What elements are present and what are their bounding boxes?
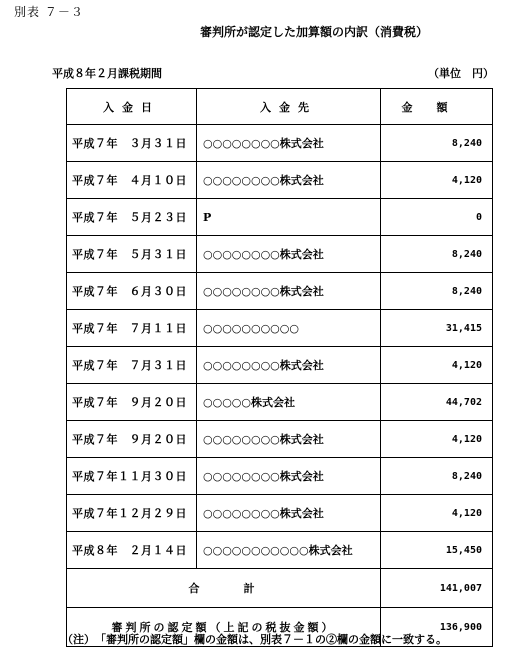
row-date: 平成７年１１月３０日	[67, 458, 197, 495]
document-title: 審判所が認定した加算額の内訳（消費税）	[200, 25, 429, 39]
row-date: 平成７年 ４月１０日	[67, 162, 197, 199]
table-row	[67, 310, 493, 347]
table-row	[67, 347, 493, 384]
table-row	[67, 236, 493, 273]
total-label-a: 合	[188, 582, 204, 595]
row-date: 平成７年 ７月３１日	[67, 347, 197, 384]
table-row	[67, 199, 493, 236]
row-amount: 4,120	[381, 495, 493, 532]
table-header-row	[67, 89, 493, 125]
row-amount: 8,240	[381, 125, 493, 162]
appendix-label: 別表 ７－３	[14, 5, 84, 19]
row-date: 平成７年１２月２９日	[67, 495, 197, 532]
row-amount: 8,240	[381, 236, 493, 273]
row-date: 平成７年 ５月３１日	[67, 236, 197, 273]
unit-label: （単位 円）	[428, 67, 494, 80]
row-payee: ○○○○○○○○株式会社	[197, 421, 381, 458]
total-label-b: 計	[243, 582, 259, 595]
table-row	[67, 532, 493, 569]
row-payee: ○○○○○○○○株式会社	[197, 495, 381, 532]
column-header-payee: 入金先	[197, 89, 381, 125]
column-header-date: 入金日	[67, 89, 197, 125]
row-date: 平成７年 ９月２０日	[67, 384, 197, 421]
row-payee: ○○○○○○○○○○	[197, 310, 381, 347]
certified-amount: 136,900	[381, 608, 493, 647]
table-row	[67, 421, 493, 458]
row-amount: 15,450	[381, 532, 493, 569]
table-row	[67, 384, 493, 421]
row-date: 平成７年 ７月１１日	[67, 310, 197, 347]
row-amount: 4,120	[381, 162, 493, 199]
table-row	[67, 495, 493, 532]
total-amount: 141,007	[381, 569, 493, 608]
row-payee: ○○○○○○○○株式会社	[197, 236, 381, 273]
row-payee: ○○○○○○○○株式会社	[197, 125, 381, 162]
row-amount: 8,240	[381, 273, 493, 310]
row-date: 平成８年 ２月１４日	[67, 532, 197, 569]
row-payee: P	[197, 199, 381, 236]
table-row	[67, 273, 493, 310]
row-date: 平成７年 ５月２３日	[67, 199, 197, 236]
row-payee: ○○○○○○○○株式会社	[197, 273, 381, 310]
column-header-amount: 金額	[381, 89, 493, 125]
row-amount: 4,120	[381, 421, 493, 458]
certified-label: 審判所の認定額（上記の税抜金額）	[67, 608, 381, 647]
row-amount: 8,240	[381, 458, 493, 495]
row-amount: 4,120	[381, 347, 493, 384]
row-date: 平成７年 ６月３０日	[67, 273, 197, 310]
row-payee: ○○○○○株式会社	[197, 384, 381, 421]
breakdown-table	[66, 88, 493, 647]
row-payee: ○○○○○○○○○○○株式会社	[197, 532, 381, 569]
row-amount: 44,702	[381, 384, 493, 421]
row-payee: ○○○○○○○○株式会社	[197, 347, 381, 384]
tax-period: 平成８年２月課税期間	[52, 67, 162, 80]
row-amount: 0	[381, 199, 493, 236]
row-date: 平成７年 ３月３１日	[67, 125, 197, 162]
total-row	[67, 569, 493, 608]
row-payee: ○○○○○○○○株式会社	[197, 458, 381, 495]
table-row	[67, 458, 493, 495]
row-payee: ○○○○○○○○株式会社	[197, 162, 381, 199]
row-amount: 31,415	[381, 310, 493, 347]
total-label	[67, 569, 381, 608]
table-row	[67, 125, 493, 162]
footnote: （注） 「審判所の認定額」欄の金額は、別表７－１の②欄の金額に一致する。	[62, 633, 447, 646]
table-row	[67, 162, 493, 199]
row-date: 平成７年 ９月２０日	[67, 421, 197, 458]
